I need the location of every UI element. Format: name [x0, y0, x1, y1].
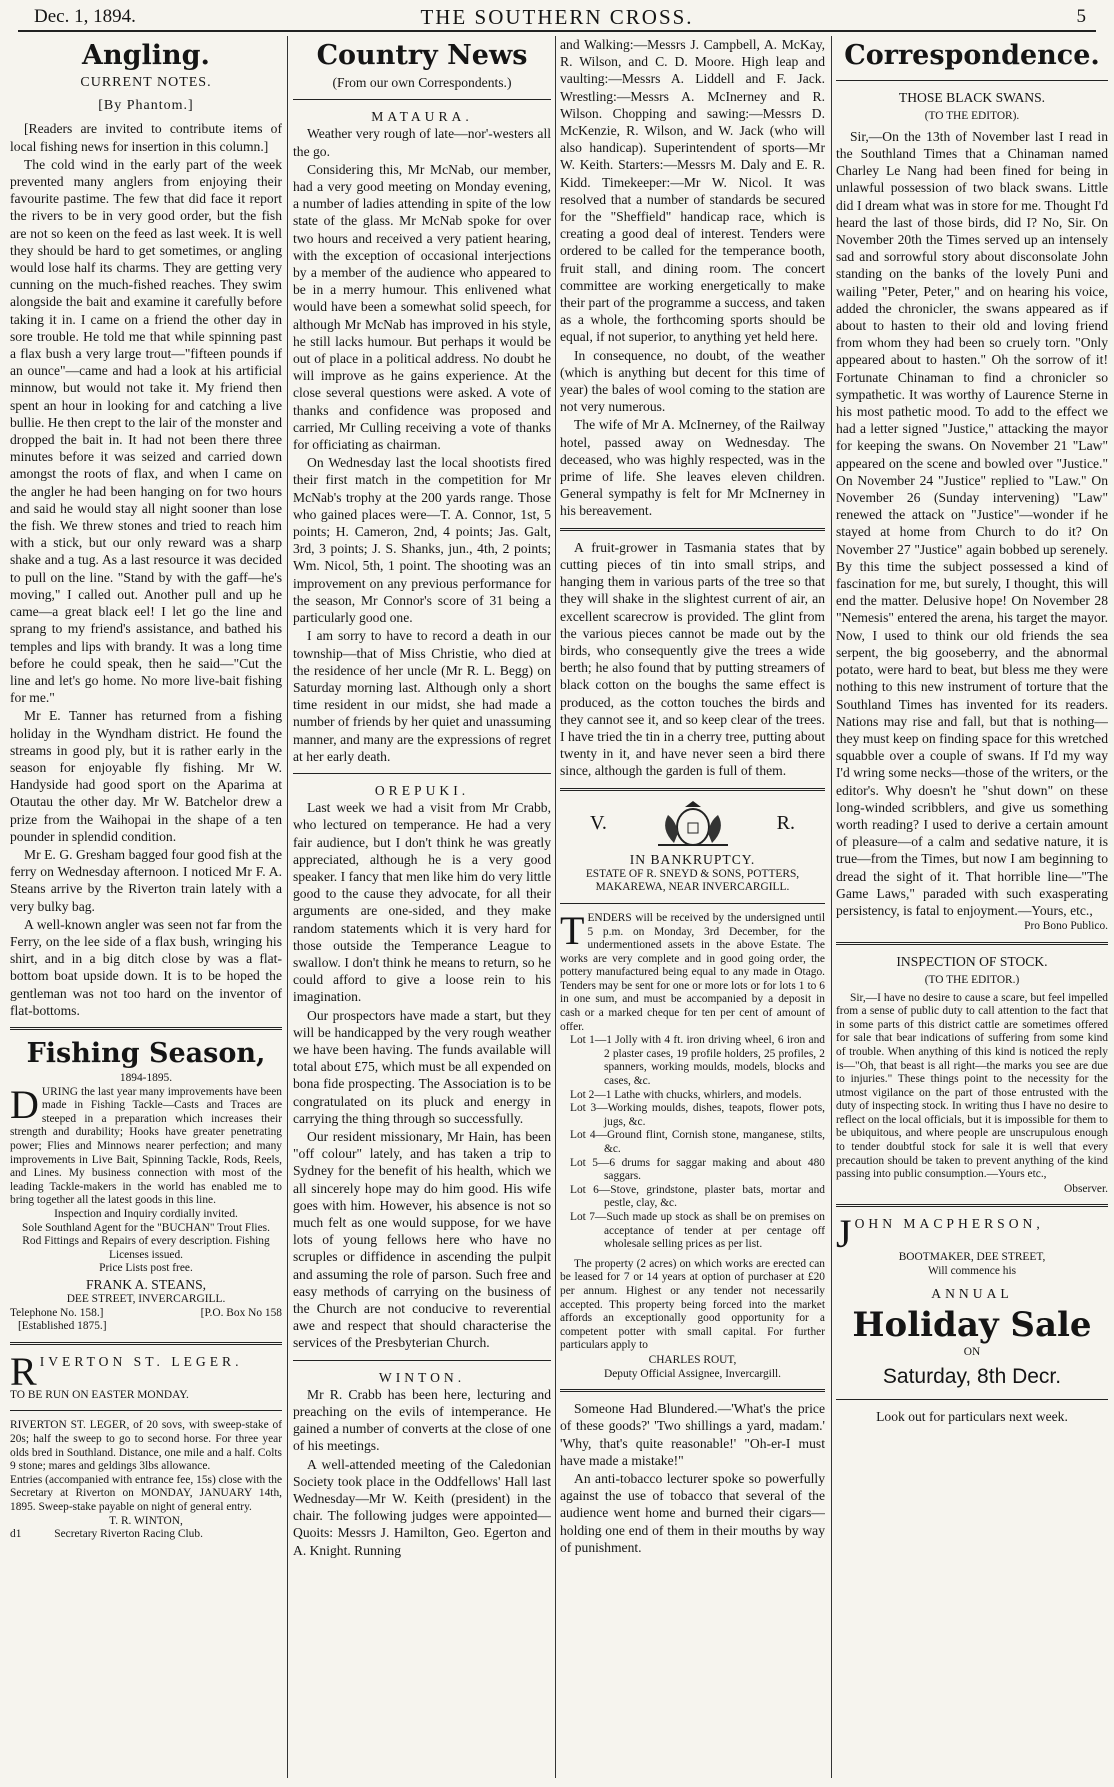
divider: [836, 1399, 1108, 1400]
ad-line: Rod Fittings and Repairs of every description. Fishing Licenses issued.: [22, 1235, 270, 1261]
divider: [560, 1389, 825, 1392]
crest-letter-r: R.: [776, 811, 795, 834]
angling-byline: [By Phantom.]: [98, 98, 194, 114]
country-news-heading: Country News: [316, 40, 528, 71]
joke-item: Someone Had Blundered.—'What's the price of these goods?' 'Two shillings a yard, madam.' 'Why, that's quite reasonable!' "Oh-er-I must have made a mistake!": [560, 1401, 825, 1468]
riverton-entries: Entries (accompanied with entrance fee, 15s) close with the Secretary at Riverton on MONDAY, JANUARY 14th, 1895. Sweep-stake payable on night of general entry.: [10, 1473, 282, 1514]
assignee-name: CHARLES ROUT,: [648, 1353, 737, 1366]
ad-name: FRANK A. STEANS,: [85, 1276, 207, 1292]
divider: [293, 99, 551, 100]
paragraph: A well-known angler was seen not far from the Ferry, on the lee side of a flax bush, wringing his shirt, and in a big ditch close by was a flat-bottom boat upside down. It is to be hoped the gentleman was not too hard on the inventor of flat-bottoms.: [10, 916, 282, 1018]
bankruptcy-property: The property (2 acres) on which works are erected can be leased for 7 or 14 years at option of purchaser at £20 per annum. Highest or any tender not necessarily accepted. This property being forced into the market affords an exceptionally good opportunity for a competent potter with small capital. For further particulars apply to: [560, 1257, 825, 1352]
divider: [10, 1027, 282, 1030]
paragraph: Weather very rough of late—nor'-westers all the go.: [293, 126, 551, 159]
divider: [10, 1410, 282, 1411]
letter-body: Sir,—I have no desire to cause a scare, but feel impelled from a sense of public duty to call attention to the fact that in some parts of this district cattle are sometimes offered for sale that bear indications of suffering from some kind of trouble. When anything of this kind is noticed the reply is—"Oh, that beast is all right—the marks you see are due to injuries." These things point to the necessity for the utmost vigilance on the part of those entrusted with the duty of inspecting stock. In writing thus I have no desire to reflect on the local officials, but it is impossible for them to be ubiquitous, and where people are unscrupulous enough to tender doubtful stock for sale it is well that every precaution should be taken to prevent anything of the kind passing into public consumption.—Yours etc.,: [836, 991, 1108, 1181]
masthead-date: Dec. 1, 1894.: [34, 6, 136, 27]
fruit-grower-item: A fruit-grower in Tasmania states that by cutting pieces of tin into small strips, and hanging them in various parts of the tree so that they will shake in the slightest current of air, an excellent scarecrow is provided. The glint from the various pieces cannot be made out by the birds, who consequently give the trees a wide berth; he also found that by putting streamers of black cotton on the boughs the same effect is produced, as the cotton touches the birds and they cannot see it, and so keep clear of the trees. I have tried the tin in a cherry tree, putting about twenty in it, and have never seen a bird there since, although the garden is full of them.: [560, 539, 825, 779]
column-rule: [287, 36, 288, 1778]
paragraph: Mr R. Crabb has been here, lecturing and preaching on the evils of intemperance. He gained a number of converts at the close of one of his meetings.: [293, 1386, 551, 1454]
fishing-season-body: DURING the last year many improvements have been made in Fishing Tackle—Casts and Traces are steeped in a preparation which increases their strength and durability; Hooks have greater penetrating power; Flies and Minnows nearer perfection; and many improvements in Live Bait, Spinning Tackle, Rods, Reels, and Lines. My business connection with most of the leading Tackle-makers in the world has enabled me to bring together all the latest goods in this line.: [10, 1081, 282, 1207]
tobacco-item: An anti-tobacco lecturer spoke so powerfully against the use of tobacco that several of the audience went home and burned their cigars—holding one end of them in their mouths by way of punishment.: [560, 1470, 825, 1555]
lot-item: Lot 1—1 Jolly with 4 ft. iron driving wheel, 6 iron and 2 plaster cases, 19 profile holders, 25 profiles, 2 spanners, working moulds, models, blocks and cases, &c.: [570, 1034, 825, 1088]
country-news-sub: (From our own Correspondents.): [332, 75, 512, 90]
lot-item: Lot 4—Ground flint, Cornish stone, manganese, stilts, &c.: [570, 1129, 825, 1156]
column-country-news: [293, 36, 551, 1778]
ad-line: Price Lists post free.: [99, 1262, 193, 1275]
ad-line: Inspection and Inquiry cordially invited.: [54, 1207, 238, 1220]
ad-footer: d1 Secretary Riverton Racing Club.: [10, 1528, 203, 1541]
column-correspondence: [836, 36, 1108, 1778]
paragraph: I am sorry to have to record a death in our township—that of Miss Christie, who died at the residence of her uncle (Mr R. L. Begg) on Saturday morning last. Although only a short time resident in our midst, she had made a number of friends by her quiet and unassuming manner, and many are the expressions of regret at her early death.: [293, 628, 551, 764]
section-title-orepuki: OREPUKI.: [374, 782, 470, 798]
lot-item: Lot 2—1 Lathe with chucks, whirlers, and models.: [570, 1088, 802, 1101]
macpherson-name: JOHN MACPHERSON,: [836, 1211, 1044, 1257]
ad-contact: Telephone No. 158.] [P.O. Box No 158: [10, 1306, 282, 1319]
lot-item: Lot 5—6 drums for saggar making and about 480 saggars.: [570, 1156, 825, 1183]
divider: [293, 1360, 551, 1361]
bankruptcy-title: IN BANKRUPTCY.: [629, 851, 756, 867]
riverton-body: RIVERTON ST. LEGER, of 20 sovs, with sweep-stake of 20s; half the sweep to go to second horse. For three year olds bred in Southland. Distance, one mile and a half. Colts 9 stone; mares and geldings 3lbs allowance.: [10, 1419, 282, 1473]
divider: [560, 788, 825, 791]
ad-line: TO BE RUN ON EASTER MONDAY.: [10, 1388, 189, 1401]
ad-annual: ANNUAL: [931, 1285, 1013, 1301]
section-title-winton: WINTON.: [378, 1369, 466, 1385]
paragraph: The cold wind in the early part of the week prevented many anglers from enjoying their favourite pastime. The few that did face it report the rivers to be in very good order, but the fish are not so keen on the feed as last week. It is well they should be hard to get sometimes, or angling would lose half its charms. They are getting very cunning on the much-fished reaches. They swim alongside the bait and examine it carefully before taking it in. I came on a friend the other day in sore trouble. He told me that while spinning past a flax bush a very large trout—"fifteen pounds if an ounce"—came and had a look at his artificial minnow, but would not take it. My friend then spent an hour in looking for and catching a live bullie. He then crept to the lair of the monster and dropped the bait in. It had not been there three minutes before it was seized and carried down amongst the roots of flax, and when I came on the angler he had been hanging on for two hours and said he would stay all night sooner than lose the fish. We threw stones and tried to reach him with a stick, but our only reward was a sharp shake and a tug. As a last resource it was decided to pull on the line. "Stand by with the gaff—he's moving," I called out. Another pull and up he came—a great black eel! I let go the line and sprang to my friend's assistance, and bathed his temples and lips with brandy. It was a long time before he could speak, then he said—"Cut the line and let's go home. No more live-bait fishing for me.": [10, 156, 282, 706]
divider: [560, 528, 825, 531]
lot-item: Lot 6—Stove, grindstone, plaster bats, mortar and pestle, clay, &c.: [570, 1183, 825, 1210]
letter-signature: Pro Bono Publico.: [1024, 920, 1108, 933]
masthead: [18, 4, 1096, 32]
section-title-mataura: MATAURA.: [371, 109, 473, 125]
fishing-season-heading: Fishing Season,: [26, 1037, 266, 1069]
paragraph: Considering this, Mr McNab, our member, had a very good meeting on Monday evening, a number of ladies attending in spite of the low state of the glass. Mr McNab spoke for over two hours and received a very patient hearing, with the exception of occasional interjections by a member of the audience who appeared to be in a merry humour. This enlivened what would have been a somewhat solid speech, for although Mr McNab has improved in his style, he still lacks humour. But perhaps it would be out of place in a political address. No doubt he will improve as he gains experience. At the close several questions were asked. A vote of thanks and confidence was proposed and carried, Mr Culling receiving a vote of thanks for officiating as chairman.: [293, 161, 551, 453]
divider: [293, 773, 551, 774]
angling-subheading: CURRENT NOTES.: [80, 75, 212, 90]
lot-item: Lot 3—Working moulds, dishes, teapots, flower pots, jugs, &c.: [570, 1102, 825, 1128]
divider: [10, 1342, 282, 1345]
paragraph: On Wednesday last the local shootists fired their first match in the competition for Mr McNab's trophy at the 200 yards range. Those who gained places were—T. A. Connor, 1st, 5 points; H. Cameron, 2nd, 4 points; Jas. Galt, 3rd, 3 points; J. S. Shanks, jun., 4th, 2 points; Wm. Nicol, 5th, 1 point. The shooting was an improvement on any previous performance for the season, Mr Connor's score of 31 being a particularly good one.: [293, 455, 551, 626]
letter-signature: Observer.: [1064, 1182, 1108, 1195]
lot-item: Lot 7—Such made up stock as shall be on premises on acceptance of tender at per centage off wholesale selling prices as per list.: [570, 1210, 825, 1251]
divider: [836, 942, 1108, 945]
paragraph: Mr E. Tanner has returned from a fishing holiday in the Wyndham district. He found the streams in good ply, but it is rather early in the season for enjoyable fly fishing. Mr W. Handyside had good sport on the Aparima at Otautau the other day. Mr W. Batchelor drew a prize from the Waihopai in the shape of a ten pounder in splendid condition.: [10, 708, 282, 844]
angling-heading: Angling.: [82, 40, 210, 71]
ad-signature: T. R. WINTON,: [109, 1514, 183, 1527]
letter-title-swans: THOSE BLACK SWANS.: [898, 90, 1046, 105]
ad-footer: Look out for particulars next week.: [876, 1409, 1068, 1425]
ad-line: Will commence his: [927, 1265, 1017, 1278]
paragraph: A well-attended meeting of the Caledonian Society took place in the Oddfellows' Hall last Wednesday—Mr W. Keith (president) in the chair. The following judges were appointed—Quoits: Messrs J. Hamilton, Geo. Egerton and A. Knight. Running: [293, 1456, 551, 1558]
page-number: 5: [1076, 6, 1086, 27]
letter-body: Sir,—On the 13th of November last I read in the Southland Times that a Chinaman named Charley Le Nang had been fined for being in unlawful possession of two black swans. Little did I dream what was in store for me. Thought I'd heard the last of those birds, did I? No, Sir. On November 20th the Times served up an intensely sad and sorrowful story about disconsolate John standing on the banks of the lovely Puni and wailing "Peter, Peter," and on hearing his voice, added the chronicler, the swans appeared as if about to hasten to their old and loving friend from whom they had been so cruely torn. "Only appeared about to hasten." Oh the sorrow of it! Fortunate Chinaman to find a chronicler so sympathetic. It was worthy of Laurence Sterne in his most pathetic mood. To add to the effect we had a letter signed "Justice," attacking the mayor for keeping the swans. On November 21 "Law" appeared on the scene and bowled over "Justice." On November 24 "Justice" replied to "Law." On November 26 (Sunday intervening) "Law" renewed the attack on "Justice"—wonder if he stayed at home from Church to do it? On November 27 "Justice" again bobbed up serenely. By this time the subject possessed a kind of fascination for me, but surely, I thought, this will end the matter. Delusive hope! On November 28 "Nemesis" entered the arena, his target the mayor. Now, I used to think our old friends the sea serpent, the big gooseberry, and the abnormal potato, were hard to beat, but bless me they were nothing to this new instrument of torture that the Southland Times has invented for its readers. Nations may rise and fall, but that is nothing—they must keep on finding space for this wretched squabble over a couple of swans. If I'd my way I'd wring some necks—those of the writers, or the editor's. Why doesn't he "shut down" on these long-winded scribblers, and give us something worth reading? I used to derive a certain amount of pleasure—of a calm and sedative nature, it is true—from the Times, but now I am beginning to dread the sight of it. That horrible line—"The Game Laws," paraded with such exasperating persistency, is fatal to enjoyment.—Yours, etc.,: [836, 128, 1108, 918]
drop-cap: D: [10, 1081, 39, 1127]
letter-to-editor: (TO THE EDITOR).: [924, 110, 1020, 123]
paragraph: Mr E. G. Gresham bagged four good fish at the ferry on Wednesday afternoon. I noticed Mr F. A. Steans arrive by the Riverton train lately with a very bulky bag.: [10, 846, 282, 914]
riverton-title: RIVERTON ST. LEGER.: [10, 1348, 243, 1394]
divider: [836, 80, 1108, 81]
divider: [836, 1204, 1108, 1207]
paragraph: The wife of Mr A. McInerney, of the Railway hotel, passed away on Wednesday. The deceased, who was highly respected, was in the prime of life. She leaves eleven children. General sympathy is felt for Mr McInerney in his bereavement.: [560, 417, 825, 519]
ad-line: Sole Southland Agent for the "BUCHAN" Trout Flies.: [22, 1221, 270, 1234]
angling-intro: [Readers are invited to contribute items of local fishing news for insertion in this column.]: [10, 121, 282, 154]
divider: [560, 903, 825, 904]
sale-date: Saturday, 8th Decr.: [882, 1365, 1062, 1389]
letter-to-editor: (TO THE EDITOR.): [924, 973, 1020, 986]
letter-title-stock: INSPECTION OF STOCK.: [896, 953, 1048, 969]
bankruptcy-body: TENDERS will be received by the undersigned until 5 p.m. on Monday, 3rd December, for the undermentioned assets in the above Estate. The works are very complete and in good going order, the pottery manufactured being equal to any made in Otago. Tenders may be sent for one or more lots or for lots 1 to 6 in one sum, and must be accompanied by a deposit in cash or a marked cheque for ten per cent of amount of offer.: [560, 907, 825, 1033]
drop-cap: T: [560, 907, 585, 953]
column-angling: [10, 36, 282, 1778]
assignee-title: Deputy Official Assignee, Invercargill.: [603, 1367, 782, 1380]
royal-crest-row: [560, 799, 825, 851]
paragraph: Our resident missionary, Mr Hain, has been "off colour" lately, and has taken a trip to Sydney for the benefit of his health, which we all sincerely hope may do him good. His wife goes with him. However, his absence is not so much felt as one would suppose, for we have lots of young fellows here who have no scruples or diffidence in ascending the pulpit and assuming the role of parson. Such free and easy methods of carrying on the business of the Church are not conducive to reverential awe and respect that should characterise the services of the Presbyterian Church.: [293, 1128, 551, 1351]
paragraph: In consequence, no doubt, of the weather (which is anything but decent for this time of year) the bales of wool coming to the station are not very numerous.: [560, 347, 825, 415]
paragraph: and Walking:—Messrs J. Campbell, A. McKay, R. Wilson, and C. D. Moore. High leap and vaulting:—Messrs A. Liddell and F. Jack. Wrestling:—Messrs A. McInerney and R. Wilson. Chopping and sawing:—Messrs D. McKenzie, R. Wilson, and W. Jack (who will also handicap). Superintendent of sports—Mr W. Keith. Starters:—Messrs M. Daly and E. R. Kidd. Timekeeper:—Mr W. Nicol. It was resolved that a number of standards be secured for the "Sheffield" handicap race, which is creating a good deal of interest. Tenders were ordered to be called for the temperance booth, fruit stall, and dining room. The concert committee are working energetically to make their part of the programme a success, and taken as a whole, the forthcoming sports should be equal, if not superior, to anything yet held here.: [560, 37, 825, 345]
ad-line: [Established 1875.]: [18, 1320, 107, 1333]
correspondence-heading: Correspondence.: [844, 40, 1100, 71]
bankruptcy-estate: ESTATE OF R. SNEYD & SONS, POTTERS, MAKAREWA, NEAR INVERCARGILL.: [585, 867, 800, 894]
ad-line: BOOTMAKER, DEE STREET,: [898, 1251, 1046, 1264]
column-three: [560, 36, 825, 1778]
holiday-sale-heading: Holiday Sale: [852, 1304, 1092, 1345]
paragraph: Last week we had a visit from Mr Crabb, who lectured on temperance. He had a very fair audience, but I don't think he was greatly appreciated, although he is a very good speaker. I fancy that men like him do very little good to the cause they advocate, for all their arguments are one-sided, and they make random statements which it is very hard for those outside the Temperance League to swallow. I don't think he means to return, so he could afford to give a loose rein to his imagination.: [293, 800, 551, 1005]
column-rule: [831, 36, 832, 1778]
ad-line: DEE STREET, INVERCARGILL.: [66, 1293, 226, 1306]
fishing-season-years: 1894-1895.: [119, 1071, 173, 1084]
column-rule: [555, 36, 556, 1778]
royal-crest-icon: [638, 799, 748, 849]
masthead-title: THE SOUTHERN CROSS.: [420, 5, 694, 29]
crest-letter-v: V.: [590, 811, 607, 834]
paragraph: Our prospectors have made a start, but they will be handicapped by the very rough weather we have been having. The funds available will total about £75, which must be all expended on bona fide prospecting. The Association is to be congratulated on its pluck and energy in carrying the thing through so successfully.: [293, 1007, 551, 1126]
ad-line: ON: [963, 1345, 981, 1358]
